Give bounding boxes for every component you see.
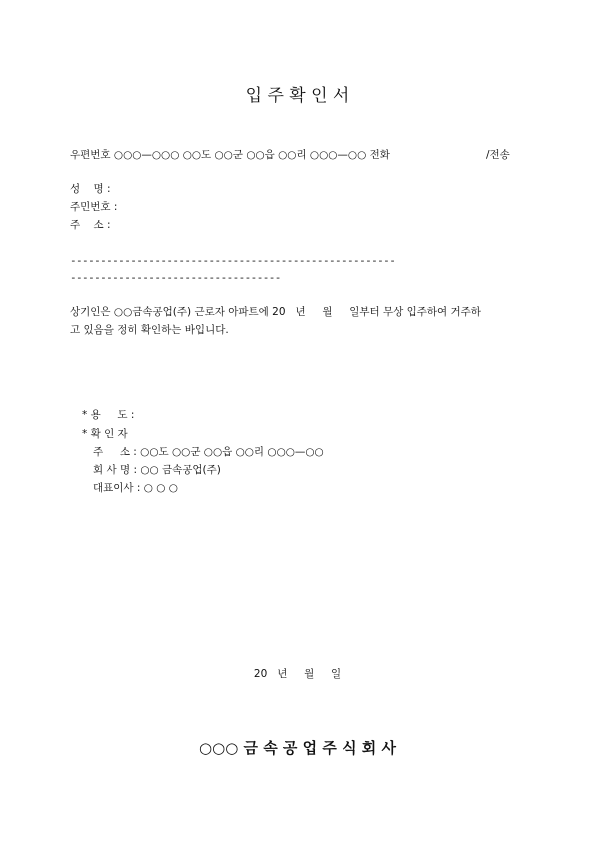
usage-label: * 용 도 :	[82, 409, 135, 421]
body-text-line-2: 고 있음을 정히 확인하는 바입니다.	[70, 324, 229, 336]
address-label: 주 소 :	[70, 219, 111, 231]
body-text-line-1: 상기인은 ○○금속공업(주) 근로자 아파트에 20 년 월 일부터 무상 입주하여 거주하	[70, 306, 481, 318]
fax-label: /전송	[486, 149, 510, 161]
confirmer-ceo: 대표이사 : ○ ○ ○	[93, 482, 178, 494]
postal-address-line: 우편번호 ○○○—○○○ ○○도 ○○군 ○○읍 ○○리 ○○○—○○ 전화	[70, 149, 390, 161]
document-title: 입 주 확 인 서	[245, 86, 350, 106]
resident-number-label: 주민번호 :	[70, 201, 118, 213]
issue-date: 20 년 월 일	[253, 668, 342, 680]
company-name: ○○○ 금 속 공 업 주 식 회 사	[199, 739, 396, 757]
confirmer-heading: * 확 인 자	[82, 428, 128, 440]
name-label: 성 명 :	[70, 183, 111, 195]
confirmer-company: 회 사 명 : ○○ 금속공업(주)	[93, 464, 221, 476]
divider-line-1: ------------------------------------------------------	[70, 254, 396, 267]
confirmer-address: 주 소 : ○○도 ○○군 ○○읍 ○○리 ○○○—○○	[93, 446, 324, 458]
divider-line-2: -----------------------------------	[70, 271, 281, 284]
